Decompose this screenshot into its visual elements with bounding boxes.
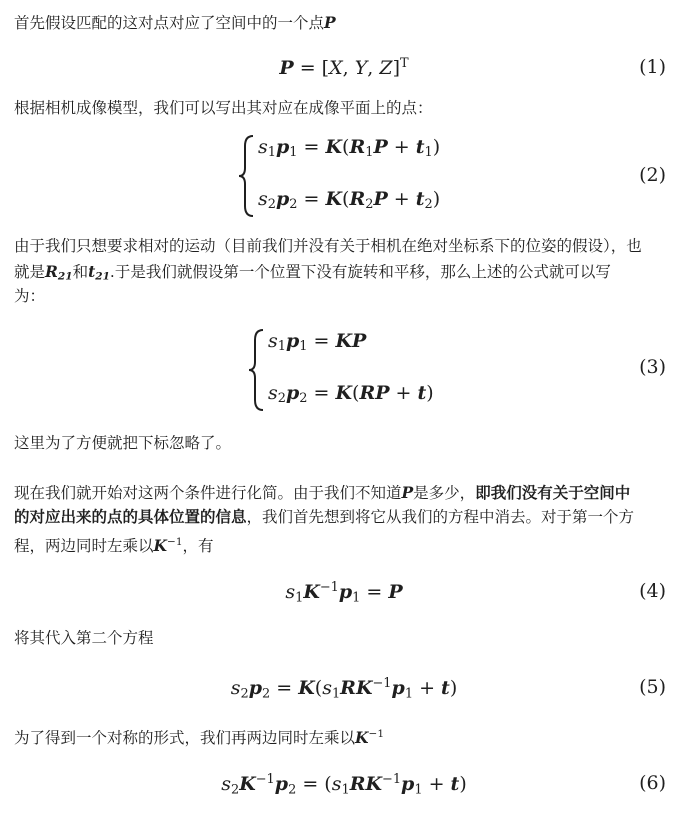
paragraph-relative-motion-3: [14, 284, 664, 309]
equation-3: [248, 328, 488, 414]
paragraph-simplify-1: [14, 480, 664, 506]
equation-6: [0, 766, 688, 806]
equation-number-1: (1): [639, 56, 666, 78]
left-brace-icon: [248, 328, 266, 412]
equation-3-row-2: $s_2p_2 = K(RP + t)$: [268, 382, 434, 407]
math-K-inverse: $K^{-1}$: [355, 727, 385, 747]
equation-number-6: (6): [639, 772, 666, 794]
text-substitute: 将其代入第二个方程: [14, 629, 154, 647]
text-camera-model: 根据相机成像模型，我们可以写出其对应在成像平面上的点：: [14, 99, 433, 117]
text-relative-motion-2: .于是我们就假设第一个位置下没有旋转和平移，那么上述的公式就可以写: [109, 263, 611, 281]
equation-5: [0, 670, 688, 710]
equation-1-body: P = [X, Y, Z]$^T$: [279, 56, 409, 80]
equation-2-row-1: $s_1p_1 = K(R_1P + t_1)$: [258, 136, 441, 161]
equation-1: [0, 50, 688, 90]
text-simplify-bold-1: 即我们没有关于空间中: [475, 484, 631, 502]
text-simplify-1b: 是多少，: [413, 484, 476, 502]
paragraph-intro: [14, 10, 664, 36]
equation-2-row-2: $s_2p_2 = K(R_2P + t_2)$: [258, 188, 441, 213]
math-R21: $R_{21}$: [45, 262, 73, 283]
equation-3-row-1: $s_1p_1$ = KP: [268, 330, 367, 355]
paragraph-subscript-note: [14, 431, 664, 456]
paragraph-substitute: [14, 626, 664, 651]
text-relative-motion-1: 由于我们只想要求相对的运动（目前我们并没有关于相机在绝对坐标系下的位姿的假设），也: [14, 237, 642, 255]
text-wei: 为：: [14, 287, 46, 305]
equation-2: [238, 134, 498, 220]
paragraph-simplify-2: [14, 505, 664, 530]
text-subscript-note: 这里为了方便就把下标忽略了。: [14, 434, 232, 452]
text-simplify-3a: 程，两边同时左乘以: [14, 536, 154, 555]
equation-5-body: $s_2p_2 = K(s_1RK^{-1}p_1 + t)$: [230, 676, 458, 702]
paragraph-camera-model: [14, 96, 664, 121]
left-brace-icon: [238, 134, 256, 218]
equation-6-body: $s_2K^{-1}p_2 = (s_1RK^{-1}p_1 + t)$: [221, 772, 467, 798]
text-jiushi: 就是: [14, 263, 46, 281]
text-symmetric: 为了得到一个对称的形式，我们再两边同时左乘以: [14, 728, 356, 747]
text-simplify-2: ，我们首先想到将它从我们的方程中消去。对于第一个方: [246, 508, 635, 526]
text-simplify-1a: 现在我们就开始对这两个条件进行化简。由于我们不知道: [14, 484, 402, 502]
equation-4-body: $s_1K^{-1}p_1 = P$: [285, 580, 403, 606]
paragraph-relative-motion: [14, 234, 664, 259]
math-P: P: [401, 483, 414, 502]
equation-4: [0, 574, 688, 614]
paragraph-symmetric: [14, 722, 664, 751]
text-he: 和: [72, 263, 89, 281]
text-simplify-3b: ，有: [182, 536, 214, 555]
math-P: P: [324, 13, 336, 32]
equation-number-3: (3): [639, 356, 666, 378]
math-K-inverse: $K^{-1}$: [153, 535, 183, 555]
equation-number-2: (2): [639, 164, 666, 186]
text-simplify-bold-2: 的对应出来的点的具体位置的信息: [14, 508, 247, 526]
equation-number-4: (4): [639, 580, 666, 602]
equation-number-5: (5): [639, 676, 666, 698]
text-intro: 首先假设匹配的这对点对应了空间中的一个点: [14, 14, 325, 32]
math-t21: $t_{21}$: [88, 262, 110, 283]
paragraph-simplify-3: [14, 530, 664, 559]
